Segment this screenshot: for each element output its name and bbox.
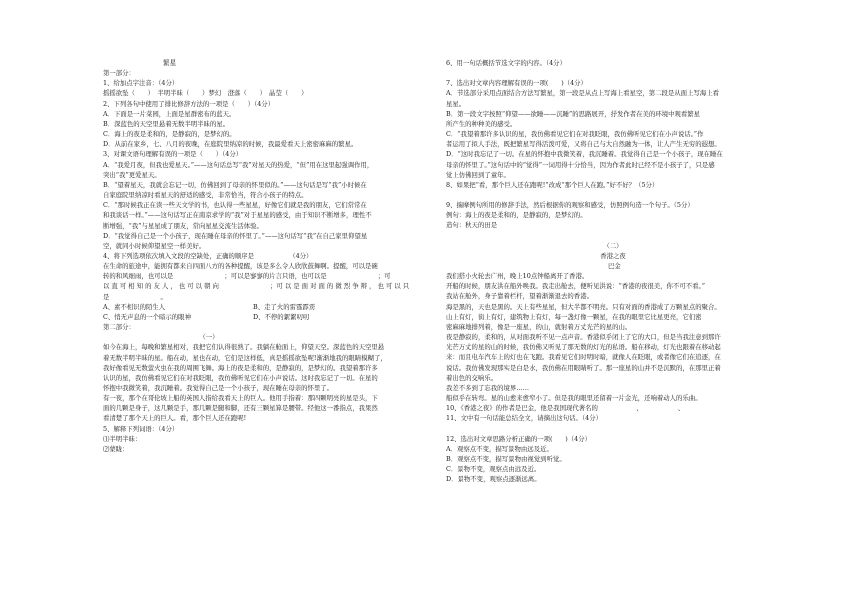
passage-line: 面的几颗是身子，这几颗是手，那几颗是腿和脚，还有三颗星算是腰带。经他这一番指点，我果然 [103,404,378,413]
passage-one-heading: （一） [199,333,219,342]
question-line: A．观察点不变，描写景物由远及近。 [446,444,553,453]
right-question-lines [446,58,780,231]
passage-line: 密麻麻地排列着，像是一座星，的山，就射着万丈光芒的星的山。 [446,322,632,331]
question-line: D．景物不变，观察点逐渐远离。 [446,475,541,484]
question-line: 突出“我”更爱星天。 [103,170,161,179]
passage-line: 光芒万丈的星的山的时候，我仿佛又听见了那无数的灯光的私语。船在移动，灯光也跟着在移动起 [446,343,721,352]
option-row [103,312,435,322]
question-line [446,190,780,200]
question-line: C．景物不变，观察点由远及近。 [446,465,541,474]
question-line: 2、下列各句中使用了排比修辞方法的一项是（ ）（4分） [103,99,275,108]
question-line: 在生命的旅途中，能拥有都来自四面八方的各种提醒，该是多么令人欣欣鼓舞啊。提醒，可以是碗 [103,262,378,271]
question-line: 4、将下列选项依次填入文段的空缺处，正确的顺序是 （4分） [103,251,313,260]
q5-item-1: ⑴半明半昧： [103,434,142,443]
question-line: 是 。 [103,292,167,301]
question-line: 以 直 可 相 知 的 友 人 ， 也 可 以 朝 向 ；可 以 是 面 对 面 的 微 烈 争 辩 ， 也 可 以 只 [103,282,410,291]
question-line: A．节选部分采用点面结合方法写繁星，第一段是从点上写海上看星空，第二段是从面上写海上看 [446,89,720,98]
question-line: 转的和风细雨，也可以是 ；可以是寥寥的片言只语，也可以是 ；可 [103,272,391,281]
question-line: 摇摇欲坠（ ） 半明半昧（ ）梦幻 澄落（ ） 晶莹（ ） [103,89,308,98]
question-line: A．“我爱月夜，但我也爱星天。”——这句话总写“我”对星天的热爱，“但”用在这里起强调作用， [103,160,374,169]
part-two-label: 第二部分： [103,323,135,332]
question-line: 6、用一句话概括节选文字的内容。（4分） [446,59,566,67]
option-d: D、不停的絮絮叨叨 [253,312,310,321]
question-line: C．“那时候我正在读一些天文学的书，也认得一些星星，好像它们就是我的朋友，它们常常在 [103,201,367,210]
section-title: 繁星 [163,59,177,67]
option-row [103,302,435,312]
question-line: 自家庭院里纳凉时看星天的舒适的感受，非常恰当，符合小孩子的特点。 [103,191,308,200]
question-line: D．“这时我忘记了一切。在星的怀抱中我微笑着，我沉睡着。我觉得自己是一个小孩子，现在睡在 [446,150,723,159]
passage-two-title: 香港之夜 [600,251,626,260]
question-line: 8、如果把“看，那个巨人还在跑呢!”改成“那个巨人在跑。”好不好？（5分） [446,180,659,189]
option-a: A、素不相识的陌生人 [103,302,166,311]
passage-line: 海是黑的，天也是黑的。天上有些星星，但大半都不明亮。只有对面的香港成了万颗星点的聚合。 [446,302,721,311]
passage-line: 我们搭小火轮去广州，晚上10点钟船离开了香港。 [446,272,589,281]
passage-line: 着出色的交响乐。 [446,373,498,382]
question-line: 所产生的种种美的感受。 [446,119,517,128]
passage-two-heading: （二） [603,241,623,250]
question-line: 断增强，“我”与星星成了朋友，常向星星交流生活体验。 [103,221,263,230]
passage-line: 山上有灯，街上有灯，建筑物上有灯，每一盏灯像一颗星，在我的眼里它比星更亮，它们密 [446,312,702,321]
passage-line: 认识的星，我仿佛看见它们在对我眨眼，我仿佛听见它们在小声说话。这时我忘记了一切。在星的 [103,373,378,382]
question-line: 12、选出对文章思路分析正确的一项( )（4分） [446,434,591,443]
question-line: C．“我望着那许多认识的星，我仿佛看见它们在对我眨眼，我仿佛听见它们在小声说话。”作 [446,130,704,139]
passage-line: 我好像看见无数萤火虫在我的周围飞舞。海上的夜是柔和的，是静寂的，是梦幻的。我望着那许多 [103,363,378,372]
option-c: C、悄无声息的一个暗示的眼神 [103,312,191,321]
question-line: C．海上的夜是柔和的，是静寂的，是梦幻的。 [103,130,236,139]
question-line: B．深蓝色的天空里悬着无数半明半昧的星。 [103,119,230,128]
passage-line: 船似乎在转弯。星的山愈来愈窄小了。但是我的眼里还留着一片金光，还响着动人的乐曲。 [446,393,702,402]
question-line [446,68,780,78]
question-line: 例句：海上的夜是柔和的，是静寂的，是梦幻的。 [446,211,587,220]
question-line: B．第一段文字按照“仰望——欲睡——沉睡”的思路展开，抒发作者在美的环境中观看繁星 [446,109,701,118]
question-line: 3、对课文语句理解有误的一项是（ ）（4分） [103,150,243,159]
passage-line: 说话。我仿佛发现那实是白是水，我仿佛在用眼睛听了。那一座星的山并不是沉默的，在那里正着 [446,363,721,372]
option-b: B、走了火的雷霆霹雳 [253,302,316,311]
right-final-questions [446,403,780,484]
question-line: 第一部分： [103,69,135,78]
passage-line: 我站在舱外，身子靠着栏杆，望着渐渐退去的香港。 [446,292,593,301]
question-line: A．下面是一片菜园，上面是星群密布的蓝天。 [103,109,236,118]
question-line: 星星。 [446,99,466,108]
question-line: 和我谈话一样。”——这句话写正在南京求学的“我”对于星星的感受，由于知识不断增多，理性不 [103,211,372,220]
question-line: 11、文中有一句话能总结全文，请摘出这句话。（4分） [446,414,602,423]
left-question-lines [103,68,435,302]
question-5: 5、解释下列词语：（4分） [103,424,179,433]
passage-two [446,271,780,403]
passage-line: 怀抱中我微笑着，我沉睡着。我觉得自己是一个小孩子，现在睡在母亲的怀里了。 [103,384,334,392]
passage-line: 着无数半明半昧的星。船在动，星也在动，它们是这样低，真是摇摇欲坠呢!渐渐地我的眼睛模糊了， [103,353,387,362]
option-table [103,302,435,322]
blank-space [446,231,780,241]
question-line [446,423,780,433]
right-column [446,58,780,484]
q5-item-2: ⑵蒙眬： [103,444,129,453]
question-line: D．从前在家乡，七、八月的夜晚，在庭院里纳凉的时候，我最爱看天上密密麻麻的繁星。 [103,140,358,149]
question-line: 9、揣摩例句所用的修辞手法，然后根据你的观察和感受，仿照例句造一个句子。（5分） [446,201,694,210]
question-line: 空，就同小时候仰望星空一样美好。 [103,241,206,250]
passage-two-author: 巴金 [608,261,621,270]
passage-one [103,342,435,423]
question-line: 1、给加点字注音：（4分） [103,79,179,88]
passage-line: 开船的时候，朋友洪在船外唤我。我走出舱去，便听见洪说：“香港的夜很美，你不可不看。” [446,282,705,291]
passage-line: 看清楚了那个天上的巨人。看，那个巨人还在跑呢! [103,414,247,423]
question-line: 造句：秋天的田是 [446,221,498,230]
question-line: 者运用了拟人手法，既把繁星写得活泼可爱，又将自己与大自然融为一体，让人产生无穷的遐想。 [446,140,721,149]
question-line: 7、选出对文章内容理解有误的一项( )（4分） [446,79,587,88]
question-line: 母亲的怀里了。”这句话中的“觉得”一词用得十分恰当，因为作者此时已经不是小孩子了，只是感 [446,160,715,169]
passage-line: 有一夜，那个在哥伦坡上船的英国人指给我看天上的巨人。他用手指着：那四颗明亮的星是头，下 [103,394,378,403]
question-line: B．观察点不变，描写景物由视觉到听觉。 [446,454,566,463]
passage-line: 我差不多到了忘我的境界…… [446,383,530,392]
passage-line: 夜是静寂的，柔和的，从对面我听不见一点声音。香港似乎闭上了它的大口，但是当我注意到那许 [446,333,721,342]
question-line: 觉上仿佛回到了童年。 [446,170,510,179]
question-line: 10、《香港之夜》的作者是巴金，他是我国现代著名的 、 、 [446,404,720,413]
passage-line: 如今在海上，每晚和繁星相对，我把它们认得很熟了。我躺在舱面上，仰望天空。深蓝色的天空里悬 [103,343,385,352]
question-line: D．“我觉得自己是一个小孩子，现在睡在母亲的怀里了。”——这句话写“我”在自己家里仰望星 [103,231,368,240]
question-line: B．“望着星天，我就会忘记一切，仿佛回到了母亲的怀里似的。”——这句话是写“我”小时候在 [103,180,367,189]
left-column [103,58,435,454]
passage-line: 来：而且电车汽车上的灯也在飞跑。我看见它们时明时暗，就像人在眨眼，或者像它们在追逐，在 [446,353,721,362]
